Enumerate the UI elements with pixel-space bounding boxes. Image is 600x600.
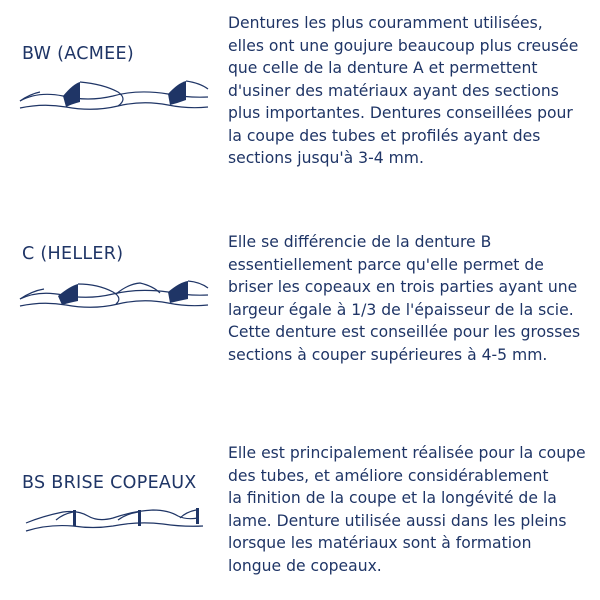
profile-label-bw: BW (ACMEE) (22, 44, 134, 64)
saw-teeth-heller-icon (18, 272, 213, 312)
profile-label-c: C (HELLER) (22, 244, 124, 264)
profile-label-bs: BS BRISE COPEAUX (22, 473, 197, 493)
profile-description-c: Elle se différencie de la denture B essentiellement parce qu'elle permet de briser les copeaux en trois parties ayant une largeur égale à 1/3 de l'épaisseur de la scie. Cette denture est conseillée pour les grosses sections à couper supérieures à 4-5 mm. (228, 233, 581, 364)
profile-description-bw: Dentures les plus couramment utilisées, elles ont une goujure beaucoup plus creusée que celle de la denture A et permettent d'usiner des matériaux ayant des sections plus importantes. Dentures conseillées pour la coupe des tubes et profilés ayant des sections jusqu'à 3-4 mm. (228, 14, 579, 167)
saw-teeth-chipbreaker-icon (18, 498, 213, 538)
profile-description-bs: Elle est principalement réalisée pour la coupe des tubes, et améliore considérablement la finition de la coupe et la longévité de la lame. Denture utilisée aussi dans les pleins lorsque les matériaux sont à formation longue de copeaux. (228, 444, 586, 575)
saw-teeth-acme-icon (18, 74, 213, 114)
